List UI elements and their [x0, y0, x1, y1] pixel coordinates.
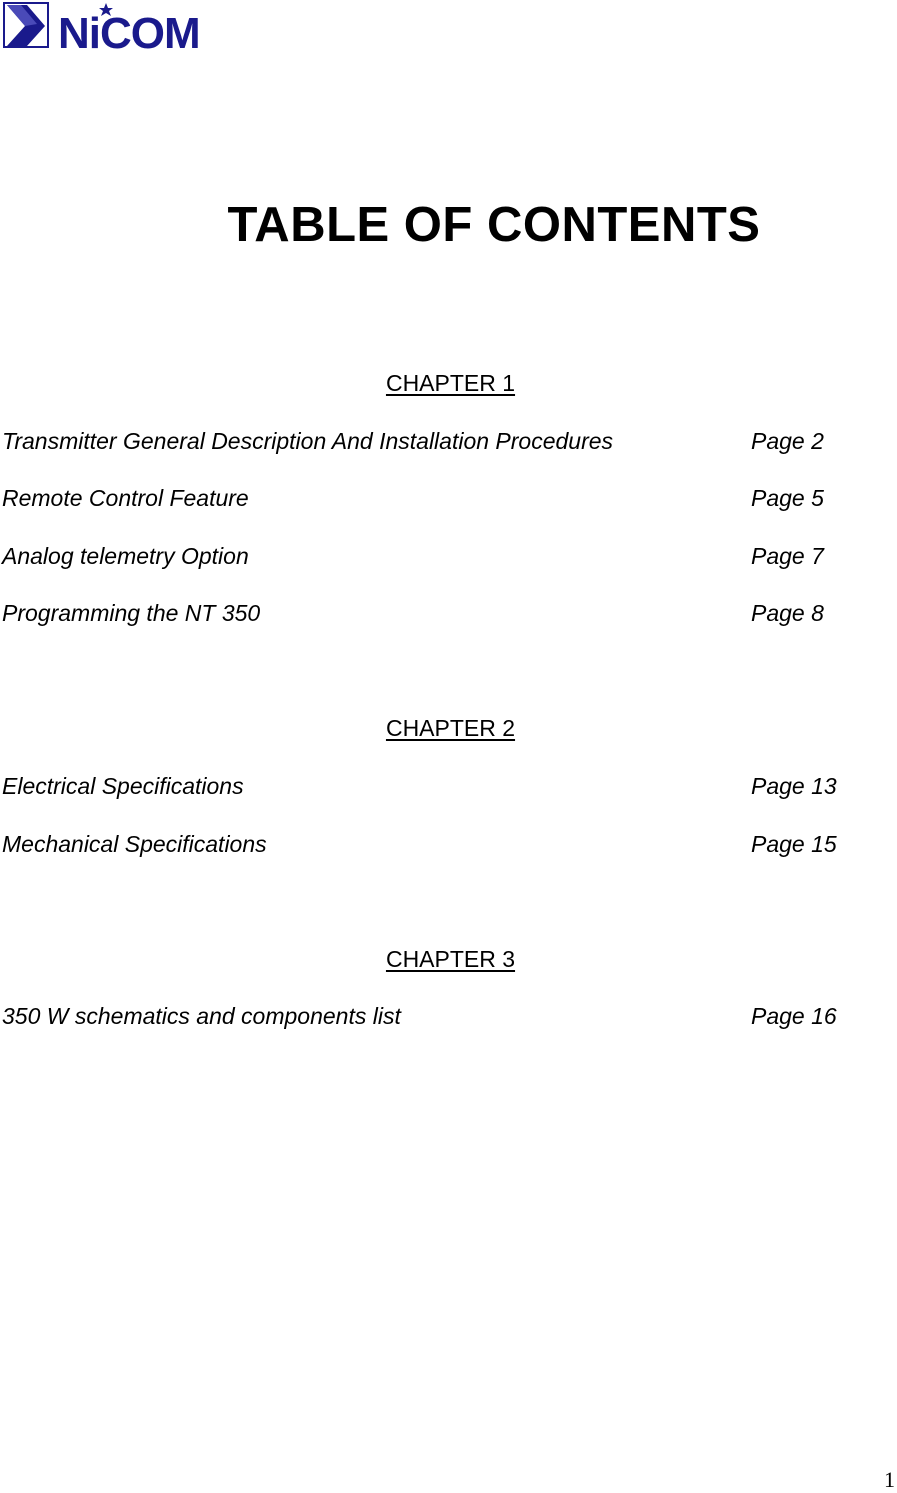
chapter-heading: CHAPTER 2	[385, 715, 516, 741]
nicom-logo-graphic	[3, 2, 233, 52]
toc-entry-title: Electrical Specifications	[2, 773, 244, 799]
toc-entry-title: Transmitter General Description And Installation Procedures	[2, 428, 614, 454]
page-title: TABLE OF CONTENTS	[227, 198, 761, 252]
toc-entry-page: Page 15	[751, 831, 837, 857]
toc-entry-page: Page 7	[751, 543, 824, 569]
logo-wordmark: NiCOM	[58, 9, 200, 52]
toc-entry-page: Page 2	[751, 428, 824, 454]
toc-entry-page: Page 8	[751, 600, 824, 626]
toc-entry-title: Remote Control Feature	[2, 485, 249, 511]
toc-entry-page: Page 5	[751, 485, 824, 511]
toc-entry-title: Programming the NT 350	[2, 600, 261, 626]
chapter-heading: CHAPTER 3	[385, 946, 516, 972]
toc-entry-page: Page 16	[751, 1003, 837, 1029]
toc-entry-title: 350 W schematics and components list	[2, 1003, 401, 1029]
toc-entry-title: Analog telemetry Option	[2, 543, 249, 569]
page-number: 1	[884, 1467, 895, 1492]
toc-entry-title: Mechanical Specifications	[2, 831, 267, 857]
toc-entry-page: Page 13	[751, 773, 837, 799]
chapter-heading: CHAPTER 1	[385, 370, 516, 396]
nicom-logo	[3, 2, 233, 52]
